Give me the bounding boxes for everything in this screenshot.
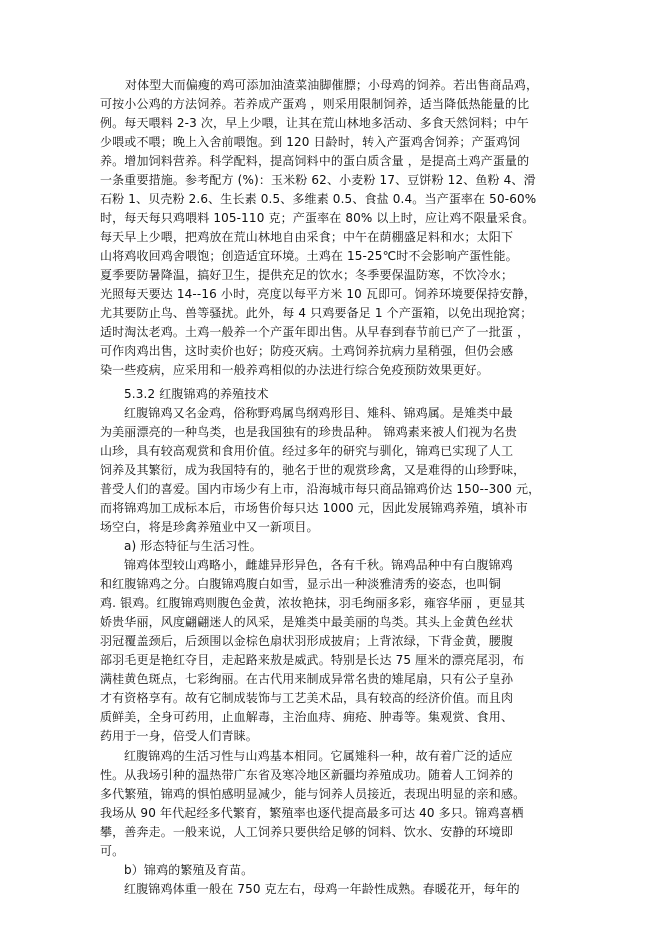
text-line: 养。增加饲料营养。科学配料，提高饲料中的蛋白质含量 ，是提高土鸡产蛋量的 (100, 154, 530, 168)
text-line: 红腹锦鸡又名金鸡，俗称野鸡属鸟纲鸡形目、雉科、锦鸡属。是雉类中最 (124, 406, 513, 420)
text-line: 可。 (100, 844, 125, 858)
text-line: 多代繁殖，锦鸡的惧怕感明显减少，能与饲养人员接近，表现出明显的亲和感。 (100, 787, 526, 801)
subsection-heading: b）锦鸡的繁殖及育苗。 (124, 863, 254, 877)
text-line: 光照每天要达 14--16 小时，亮度以每平方米 10 瓦即可。饲养环境要保持安静， (100, 287, 537, 301)
text-line: 一条重要措施。参考配方 (%)：玉米粉 62、小麦粉 17、豆饼粉 12、鱼粉 4、滑 (100, 173, 536, 187)
text-line: 鸡. 银鸡。红腹锦鸡则腹色金黄，浓妆艳抹，羽毛绚丽多彩，雍容华丽 ，更显其 (100, 596, 525, 610)
text-line: 性。从我场引种的温热带广东省及寒冷地区新疆均养殖成功。随着人工饲养的 (100, 768, 514, 782)
text-line: 红腹锦鸡体重一般在 750 克左右，母鸡一年龄性成熟。春暖花开，每年的 (124, 882, 520, 896)
text-line: 每天早上少喂，把鸡放在荒山林地自由采食；中午在荫棚盛足料和水；太阳下 (100, 230, 514, 244)
text-line: 满桂黄色斑点，七彩绚丽。在古代用来制成异常名贵的雉尾扇，只有公子皇孙 (100, 672, 514, 686)
text-line: 尤其要防止鸟、兽等骚扰。此外，每 4 只鸡要备足 1 个产蛋箱，以免出现抢窝； (100, 306, 533, 320)
text-line: 而将锦鸡加工成标本后，市场售价每只达 1000 元，因此发展锦鸡养殖，填补市 (100, 501, 528, 515)
subsection-heading: a) 形态特征与生活习性。 (124, 539, 262, 553)
text-line: 攀，善奔走。一般来说，人工饲养只要供给足够的饲料、饮水、安静的环境即 (100, 825, 514, 839)
text-line: 红腹锦鸡的生活习性与山鸡基本相同。它属雉科一种，故有着广泛的适应 (124, 749, 513, 763)
text-line: 夏季要防暑降温，搞好卫生，提供充足的饮水；冬季要保温防寒，不饮冷水； (100, 268, 514, 282)
text-line: 山将鸡收回鸡舍喂饱；创造适宜环境。土鸡在 15-25℃时不会影响产蛋性能。 (100, 249, 518, 263)
text-line: 可作肉鸡出售，这时卖价也好；防疫灭病。土鸡饲养抗病力星稍强，但仍会感 (100, 344, 514, 358)
text-line: 对体型大而偏瘦的鸡可添加油渣菜油脚催膘；小母鸡的饲养。若出售商品鸡， (125, 78, 539, 92)
text-line: 才有资格享有。故有它制成装饰与工艺美术品，具有较高的经济价值。而且肉 (100, 691, 514, 705)
text-line: 部羽毛更是艳红夺目，走起路来敖是威武。特别是长达 75 厘米的漂亮尾羽，布 (100, 653, 525, 667)
text-line: 饲养及其繁衍，成为我国特有的，驰名于世的观赏珍禽，又是难得的山珍野味， (100, 463, 526, 477)
text-line: 山珍，具有较高观赏和食用价值。经过多年的研究与驯化，锦鸡已实现了人工 (100, 444, 514, 458)
text-line: 我场从 90 年代起经多代繁育，繁殖率也逐代提高最多可达 40 多只。锦鸡喜栖 (100, 806, 524, 820)
text-line: 适时淘汰老鸡。土鸡一般养一个产蛋年即出售。从早春到春节前已产了一批蛋 ， (100, 325, 530, 339)
text-line: 和红腹锦鸡之分。白腹锦鸡腹白如雪，显示出一种淡雅清秀的姿态，也叫铜 (100, 577, 501, 591)
text-line: 染一些疫病，应采用和一般养鸡相似的办法进行综合免疫预防效果更好。 (100, 363, 489, 377)
text-line: 例。每天喂料 2-3 次，早上少喂，让其在荒山林地多活动、多食天然饲料；中午 (100, 116, 529, 130)
section-heading: 5.3.2 红腹锦鸡的养殖技术 (124, 387, 269, 401)
text-line: 石粉 1、贝壳粉 2.6、生长素 0.5、多维素 0.5、食盐 0.4。当产蛋率在 50-60% (100, 192, 537, 206)
text-line: 场空白，将是珍禽养殖业中又一新项目。 (100, 520, 319, 534)
text-line: 可按小公鸡的方法饲养。若养成产蛋鸡 ，则采用限制饲养，适当降低热能量的比 (100, 97, 530, 111)
text-line: 少喂或不喂；晚上入舍前喂饱。到 120 日龄时，转入产蛋鸡舍饲养；产蛋鸡饲 (100, 135, 521, 149)
text-line: 羽冠覆盖颈后，后颈围以金棕色扇状羽形成披肩；上背浓绿，下背金黄，腰腹 (100, 634, 514, 648)
text-line: 为美丽漂亮的一种鸟类，也是我国独有的珍贵品种。 锦鸡素来被人们视为名贵 (100, 425, 518, 439)
text-line: 药用于一身，倍受人们青睐。 (100, 729, 258, 743)
text-line: 娇贵华丽，风度翩翩迷人的风采，是雉类中最美丽的鸟类。其头上金黄色丝状 (100, 615, 514, 629)
text-line: 时，每天每只鸡喂料 105-110 克；产蛋率在 80% 以上时，应让鸡不限量采食。 (100, 211, 535, 225)
text-line: 普受人们的喜爱。国内市场少有上市，沿海城市每只商品锦鸡价达 150--300 元， (100, 482, 541, 496)
text-line: 锦鸡体型较山鸡略小，雌雄异形异色，各有千秋。锦鸡品种中有白腹锦鸡 (124, 558, 513, 572)
text-line: 质鲜美，全身可药用，止血解毒，主治血痔、痈疮、肿毒等。集观赏、食用、 (100, 710, 514, 724)
